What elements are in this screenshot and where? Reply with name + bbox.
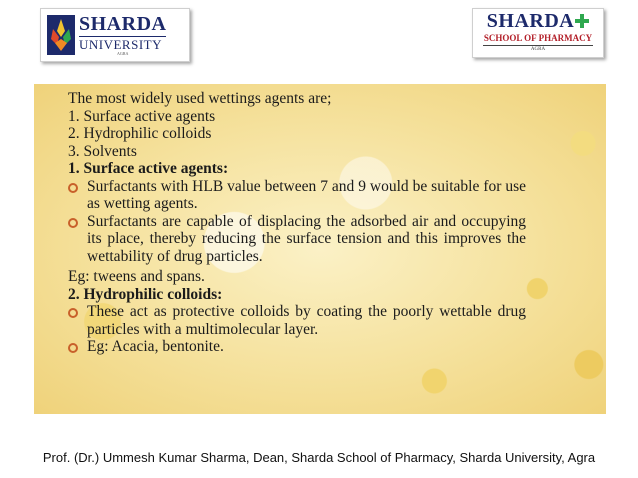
bullet-text: Surfactants with HLB value between 7 and 9 would be suitable for use as wetting agents.: [87, 177, 526, 212]
bullet-text: Eg: Acacia, bentonite.: [87, 338, 224, 355]
pharmacy-cross-icon: [575, 14, 589, 28]
logo-sub-text: UNIVERSITY: [79, 36, 166, 51]
section-heading: 1. Surface active agents:: [68, 160, 229, 177]
bullet-circle-icon: [68, 308, 78, 318]
example-text: Eg: tweens and spans.: [68, 268, 205, 285]
list-item: 1. Surface active agents: [68, 107, 216, 125]
bullet-circle-icon: [68, 218, 78, 228]
university-emblem-icon: [47, 15, 75, 55]
bullet-item: [68, 303, 526, 338]
logo-sub-text: SCHOOL OF PHARMACY: [483, 33, 593, 43]
logo-brand-text: SHARDA: [79, 13, 167, 35]
list-item: 2. Hydrophilic colloids: [68, 125, 212, 142]
sharda-university-logo: [40, 8, 190, 62]
logo-tiny-text: AGRA: [117, 51, 129, 56]
bullet-text: These act as protective colloids by coating the poorly wettable drug particles with a multimolecular layer.: [87, 303, 526, 338]
section-heading: 2. Hydrophilic colloids:: [68, 285, 223, 303]
footer-caption: Prof. (Dr.) Ummesh Kumar Sharma, Dean, Sharda School of Pharmacy, Sharda University, Agra: [42, 450, 596, 465]
bullet-item: [68, 338, 526, 356]
logo-brand-text: SHARDA: [486, 10, 575, 32]
slide-content-image: [34, 84, 606, 414]
bullet-circle-icon: [68, 343, 78, 353]
bullet-item: [68, 213, 526, 266]
logo-tiny-text: AGRA: [483, 45, 593, 52]
bullet-item: [68, 178, 526, 213]
slide-text: [68, 90, 526, 356]
slide-intro: The most widely used wettings agents are;: [68, 90, 332, 107]
bullet-circle-icon: [68, 183, 78, 193]
sharda-school-of-pharmacy-logo: [472, 8, 604, 58]
list-item: 3. Solvents: [68, 142, 137, 160]
bullet-text: Surfactants are capable of displacing the adsorbed air and occupying its place, thereby reducing the surface tension and this improves the wettability of drug particles.: [87, 212, 526, 265]
